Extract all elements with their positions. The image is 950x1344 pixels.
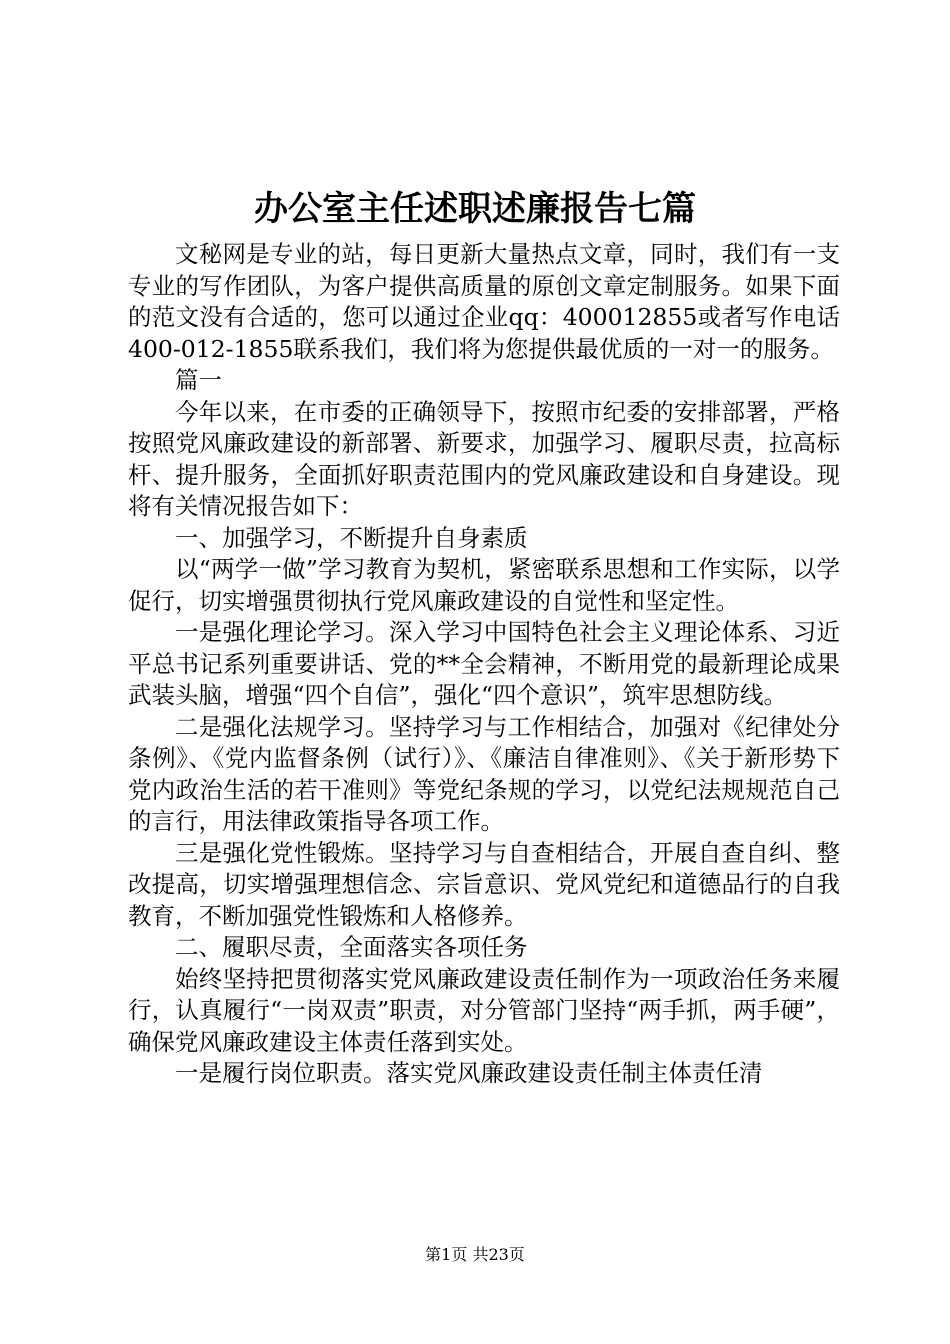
section-label: 篇一 [175,366,222,394]
intro-paragraph: 文秘网是专业的站，每日更新大量热点文章，同时，我们有一支专业的写作团队，为客户提供高质量的原创文章定制服务。如果下面的范文没有合适的，您可以通过企业qq：400012855或者写作电话400-012-1855联系我们，我们将为您提供最优质的一对一的服务。 [128,240,840,363]
body-paragraph: 以“两学一做”学习教育为契机，紧密联系思想和工作实际，以学促行，切实增强贯彻执行党风廉政建设的自觉性和坚定性。 [128,555,840,615]
page-number-footer: 第1页 共23页 [425,1245,525,1264]
document-body [128,239,840,1090]
body-paragraph: 二是强化法规学习。坚持学习与工作相结合，加强对《纪律处分条例》、《党内监督条例（试行）》、《廉洁自律准则》、《关于新形势下党内政治生活的若干准则》等党纪条规的学习，以党纪法规规范自己的言行，用法律政策指导各项工作。 [128,712,840,835]
section-heading: 二、履职尽责，全面落实各项任务 [175,933,528,961]
body-paragraph: 三是强化党性锻炼。坚持学习与自查相结合，开展自查自纠、整改提高，切实增强理想信念、宗旨意识、党风党纪和道德品行的自我教育，不断加强党性锻炼和人格修养。 [128,838,840,930]
section-heading: 一、加强学习，不断提升自身素质 [175,523,528,552]
body-paragraph: 今年以来，在市委的正确领导下，按照市纪委的安排部署，严格按照党风廉政建设的新部署、新要求，加强学习、履职尽责，拉高标杆、提升服务，全面抓好职责范围内的党风廉政建设和自身建设。现将有关情况报告如下： [128,397,840,520]
body-paragraph: 一是履行岗位职责。落实党风廉政建设责任制主体责任清 [175,1059,763,1087]
document-title: 办公室主任述职述廉报告七篇 [254,189,696,229]
body-paragraph: 一是强化理论学习。深入学习中国特色社会主义理论体系、习近平总书记系列重要讲话、党的**全会精神，不断用党的最新理论成果武装头脑，增强“四个自信”，强化“四个意识”，筑牢思想防线。 [128,618,840,709]
body-paragraph: 始终坚持把贯彻落实党风廉政建设责任制作为一项政治任务来履行，认真履行“一岗双责”职责，对分管部门坚持“两手抓，两手硬”，确保党风廉政建设主体责任落到实处。 [128,964,840,1056]
